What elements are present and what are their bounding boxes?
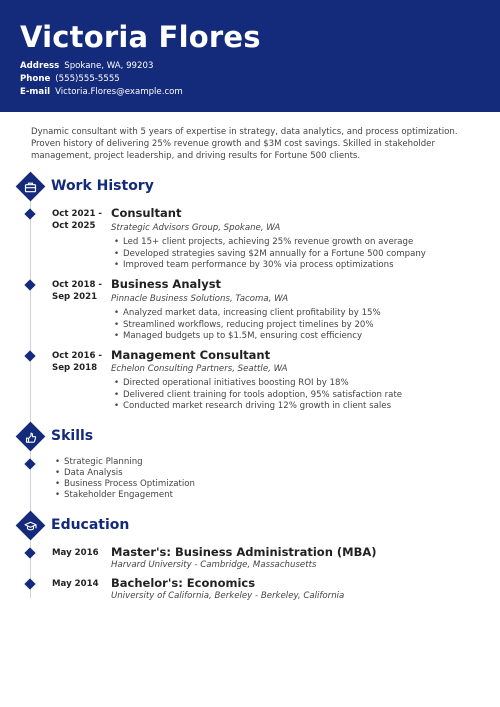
job-company: Strategic Advisors Group, Spokane, WA: [111, 223, 281, 233]
contact-phone-value: (555)555-5555: [55, 74, 120, 84]
section-title-work-history: Work History: [51, 178, 154, 194]
job-date: [52, 279, 102, 303]
job-bullets: [111, 237, 481, 272]
job-bullet: • Improved team performance by 30% via process optimizations: [111, 260, 481, 272]
job-bullet: • Conducted market research driving 12% growth in client sales: [111, 401, 481, 413]
section-title-education: Education: [51, 517, 130, 533]
contact-address-value: Spokane, WA, 99203: [64, 61, 154, 71]
education-school: Harvard University - Cambridge, Massachusetts: [111, 560, 317, 570]
hand-icon: [16, 422, 46, 452]
professional-summary: Dynamic consultant with 5 years of expertise in strategy, data analytics, and process optimization. Proven history of delivering 25% revenue growth and $3M cost savings. Skilled in stakeholder management, project leadership, and driving results for Fortune 500 clients.: [31, 127, 458, 161]
job-company: Pinnacle Business Solutions, Tacoma, WA: [111, 294, 289, 304]
timeline-marker: [24, 578, 35, 589]
timeline-marker: [24, 547, 35, 558]
job-bullet: • Managed budgets up to $1.5M, ensuring cost efficiency: [111, 331, 481, 343]
timeline-marker: [24, 458, 35, 469]
job-date-end: Sep 2018: [52, 363, 98, 373]
contact-address-label: Address: [20, 61, 60, 71]
job-bullet: • Directed operational initiatives boosting ROI by 18%: [111, 378, 481, 390]
job-date-start: Oct 2018 -: [52, 280, 102, 290]
job-bullet: • Streamlined workflows, reducing project timelines by 20%: [111, 320, 481, 332]
job-date-end: Oct 2025: [52, 221, 96, 231]
skill-item: • Business Process Optimization: [52, 479, 195, 490]
education-school: University of California, Berkeley - Berkeley, California: [111, 591, 345, 601]
graduation-cap-icon: [16, 511, 46, 541]
education-date: May 2014: [52, 579, 99, 589]
resume-header: [0, 0, 500, 112]
section-title-skills: Skills: [51, 428, 94, 444]
job-bullets: [111, 378, 481, 413]
job-date: [52, 350, 102, 374]
job-bullet: • Led 15+ client projects, achieving 25% revenue growth on average: [111, 237, 481, 249]
job-bullet: • Analyzed market data, increasing client profitability by 15%: [111, 308, 481, 320]
briefcase-icon: [16, 172, 46, 202]
contact-email-label: E-mail: [20, 87, 51, 97]
education-degree: Bachelor's: Economics: [111, 576, 256, 590]
contact-address: [20, 61, 153, 71]
skills-list: [52, 457, 195, 501]
job-date: [52, 208, 102, 232]
education-degree: Master's: Business Administration (MBA): [111, 545, 377, 559]
skill-item: • Stakeholder Engagement: [52, 490, 195, 501]
education-date: May 2016: [52, 548, 99, 558]
contact-email-value: Victoria.Flores@example.com: [55, 87, 183, 97]
skill-item: • Data Analysis: [52, 468, 195, 479]
job-date-end: Sep 2021: [52, 292, 98, 302]
job-bullets: [111, 308, 481, 343]
timeline-marker: [24, 279, 35, 290]
contact-phone: [20, 74, 120, 84]
contact-phone-label: Phone: [20, 74, 51, 84]
job-company: Echelon Consulting Partners, Seattle, WA: [111, 364, 288, 374]
timeline-marker: [24, 208, 35, 219]
job-title: Consultant: [111, 206, 182, 220]
candidate-name: Victoria Flores: [20, 20, 261, 54]
job-bullet: • Developed strategies saving $2M annually for a Fortune 500 company: [111, 249, 481, 261]
timeline-marker: [24, 350, 35, 361]
job-title: Management Consultant: [111, 348, 271, 362]
job-bullet: • Delivered client training for tools adoption, 95% satisfaction rate: [111, 390, 481, 402]
contact-email: [20, 87, 183, 97]
job-date-start: Oct 2016 -: [52, 351, 102, 361]
job-title: Business Analyst: [111, 277, 222, 291]
skill-item: • Strategic Planning: [52, 457, 195, 468]
job-date-start: Oct 2021 -: [52, 209, 102, 219]
